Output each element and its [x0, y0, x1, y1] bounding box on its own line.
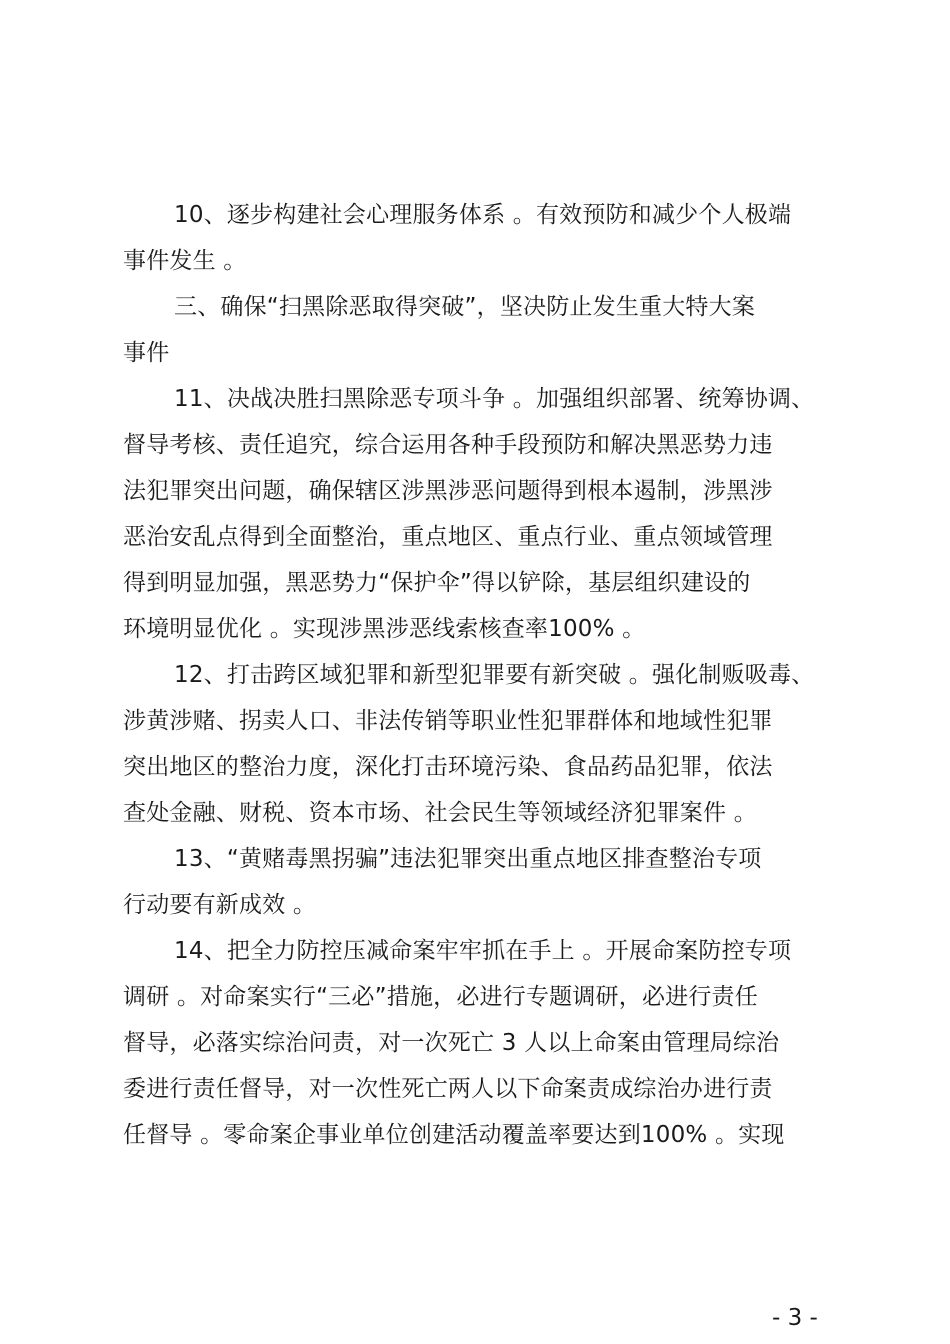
paragraph-14-line-5: 任督导 。零命案企事业单位创建活动覆盖率要达到100% 。实现	[123, 1122, 785, 1148]
paragraph-14-line-1: 14、把全力防控压减命案牢牢抓在手上 。开展命案防控专项	[174, 938, 792, 964]
paragraph-13-line-1: 13、“黄赌毒黑拐骗”违法犯罪突出重点地区排查整治专项	[174, 846, 762, 872]
paragraph-11-line-5: 得到明显加强，黑恶势力“保护伞”得以铲除，基层组织建设的	[123, 570, 751, 596]
paragraph-13-line-2: 行动要有新成效 。	[123, 892, 317, 918]
paragraph-11-line-4: 恶治安乱点得到全面整治，重点地区、重点行业、重点领域管理	[123, 524, 773, 550]
paragraph-14-line-2: 调研 。对命案实行“三必”措施，必进行专题调研，必进行责任	[123, 984, 758, 1010]
section-heading-3-line-1: 三、确保“扫黑除恶取得突破”，坚决防止发生重大特大案	[174, 294, 756, 320]
paragraph-12-line-4: 查处金融、财税、资本市场、社会民生等领域经济犯罪案件 。	[123, 800, 757, 826]
paragraph-11-line-1: 11、决战决胜扫黑除恶专项斗争 。加强组织部署、统筹协调、	[174, 386, 815, 412]
paragraph-11-line-2: 督导考核、责任追究，综合运用各种手段预防和解决黑恶势力违	[123, 432, 773, 458]
paragraph-10-line-2: 事件发生 。	[123, 248, 247, 274]
page-number: - 3 -	[772, 1305, 818, 1331]
paragraph-14-line-3: 督导，必落实综治问责，对一次死亡 3 人以上命案由管理局综治	[123, 1030, 780, 1056]
paragraph-12-line-1: 12、打击跨区域犯罪和新型犯罪要有新突破 。强化制贩吸毒、	[174, 662, 815, 688]
paragraph-12-line-2: 涉黄涉赌、拐卖人口、非法传销等职业性犯罪群体和地域性犯罪	[123, 708, 773, 734]
section-heading-3-line-2: 事件	[123, 340, 170, 366]
paragraph-12-line-3: 突出地区的整治力度，深化打击环境污染、食品药品犯罪，依法	[123, 754, 773, 780]
paragraph-11-line-6: 环境明显优化 。实现涉黑涉恶线索核查率100% 。	[123, 616, 646, 642]
paragraph-14-line-4: 委进行责任督导，对一次性死亡两人以下命案责成综治办进行责	[123, 1076, 773, 1102]
paragraph-10-line-1: 10、逐步构建社会心理服务体系 。有效预防和减少个人极端	[174, 202, 792, 228]
paragraph-11-line-3: 法犯罪突出问题，确保辖区涉黑涉恶问题得到根本遏制，涉黑涉	[123, 478, 773, 504]
